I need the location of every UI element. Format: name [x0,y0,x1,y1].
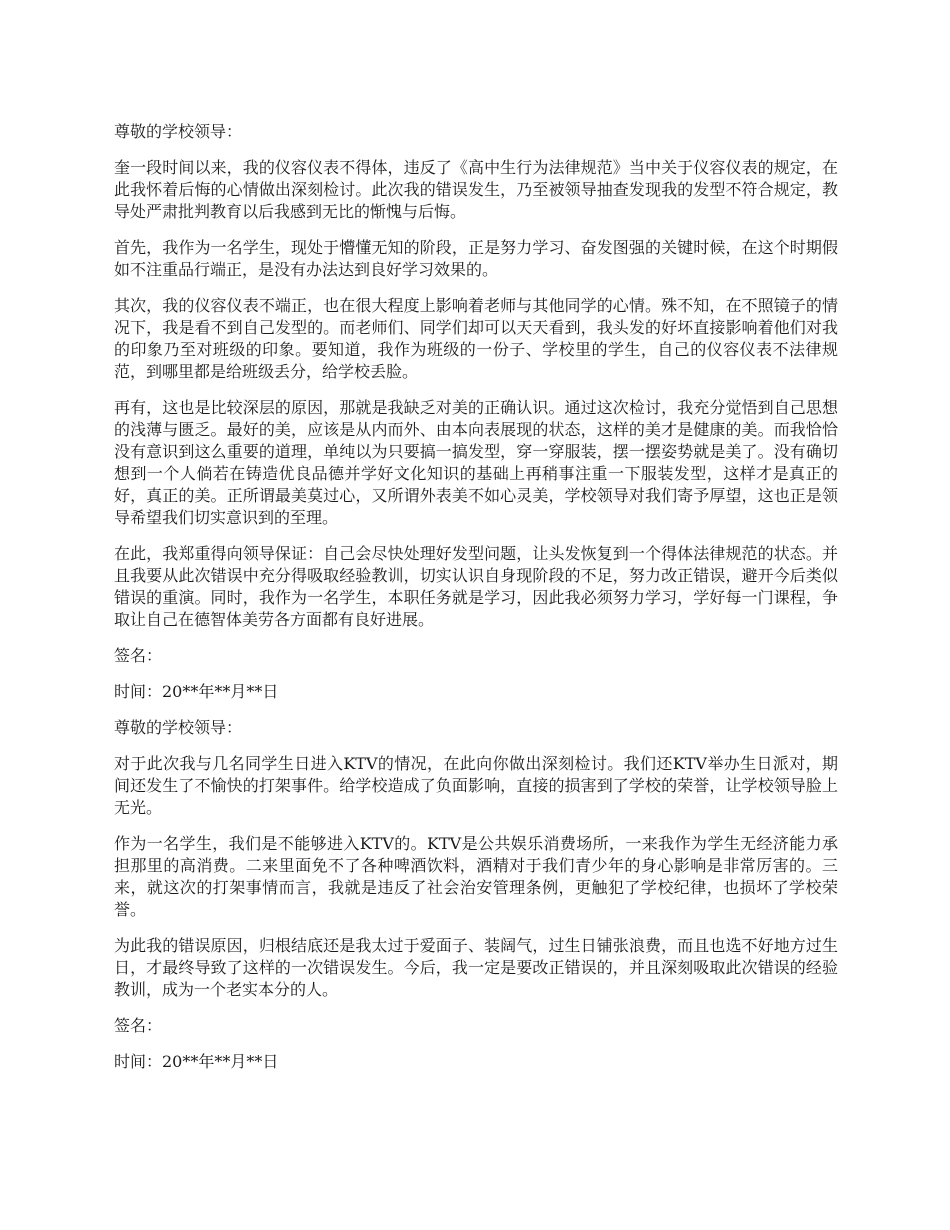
letter2-signature: 签名： [114,1016,163,1035]
letter2-date: 时间：20**年**月**日 [114,1052,279,1071]
document-body [114,121,838,1087]
letter1-date: 时间：20**年**月**日 [114,682,279,701]
letter2-paragraph-1: 对于此次我与几名同学生日进入KTV的情况，在此向你做出深刻检讨。我们还KTV举办生日派对，期间还发生了不愉快的打架事件。给学校造成了负面影响，直接的损害到了学校的荣誉，让学校领导脸上无光。 [114,754,838,817]
letter1-greeting: 尊敬的学校领导： [114,122,243,141]
letter1-paragraph-4: 再有，这也是比较深层的原因，那就是我缺乏对美的正确认识。通过这次检讨，我充分觉悟到自己思想的浅薄与匮乏。最好的美，应该是从内而外、由本向表展现的状态，这样的美才是健康的美。而我恰恰没有意识到这么重要的道理，单纯以为只要搞一搞发型，穿一穿服装，摆一摆姿势就是美了。没有确切想到一个人倘若在铸造优良品德并学好文化知识的基础上再稍事注重一下服装发型，这样才是真正的好，真正的美。正所谓最美莫过心，又所谓外表美不如心灵美，学校领导对我们寄予厚望，这也正是领导希望我们切实意识到的至理。 [114,398,838,527]
letter1-paragraph-5: 在此，我郑重得向领导保证：自己会尽快处理好发型问题，让头发恢复到一个得体法律规范的状态。并且我要从此次错误中充分得吸取经验教训，切实认识自身现阶段的不足，努力改正错误，避开今后类似错误的重演。同时，我作为一名学生，本职任务就是学习，因此我必须努力学习，学好每一门课程，争取让自己在德智体美劳各方面都有良好进展。 [114,544,838,629]
letter2-greeting: 尊敬的学校领导： [114,718,243,737]
letter2-paragraph-2: 作为一名学生，我们是不能够进入KTV的。KTV是公共娱乐消费场所，一来我作为学生无经济能力承担那里的高消费。二来里面免不了各种啤酒饮料，酒精对于我们青少年的身心影响是非常厉害的。三来，就这次的打架事情而言，我就是违反了社会治安管理条例，更触犯了学校纪律，也损坏了学校荣誉。 [114,834,838,919]
letter1-paragraph-1: 奎一段时间以来，我的仪容仪表不得体，违反了《高中生行为法律规范》当中关于仪容仪表的规定，在此我怀着后悔的心情做出深刻检讨。此次我的错误发生，乃至被领导抽查发现我的发型不符合规定，教导处严肃批判教育以后我感到无比的惭愧与后悔。 [114,158,838,221]
letter1-signature: 签名： [114,646,163,665]
letter2-paragraph-3: 为此我的错误原因，归根结底还是我太过于爱面子、装阔气，过生日铺张浪费，而且也选不好地方过生日，才最终导致了这样的一次错误发生。今后，我一定是要改正错误的，并且深刻吸取此次错误的经验教训，成为一个老实本分的人。 [114,936,838,999]
letter1-paragraph-3: 其次，我的仪容仪表不端正，也在很大程度上影响着老师与其他同学的心情。殊不知，在不照镜子的情况下，我是看不到自己发型的。而老师们、同学们却可以天天看到，我头发的好坏直接影响着他们对我的印象乃至对班级的印象。要知道，我作为班级的一份子、学校里的学生，自己的仪容仪表不法律规范，到哪里都是给班级丢分，给学校丢脸。 [114,296,838,381]
letter1-paragraph-2: 首先，我作为一名学生，现处于懵懂无知的阶段，正是努力学习、奋发图强的关键时候，在这个时期假如不注重品行端正，是没有办法达到良好学习效果的。 [114,238,838,279]
